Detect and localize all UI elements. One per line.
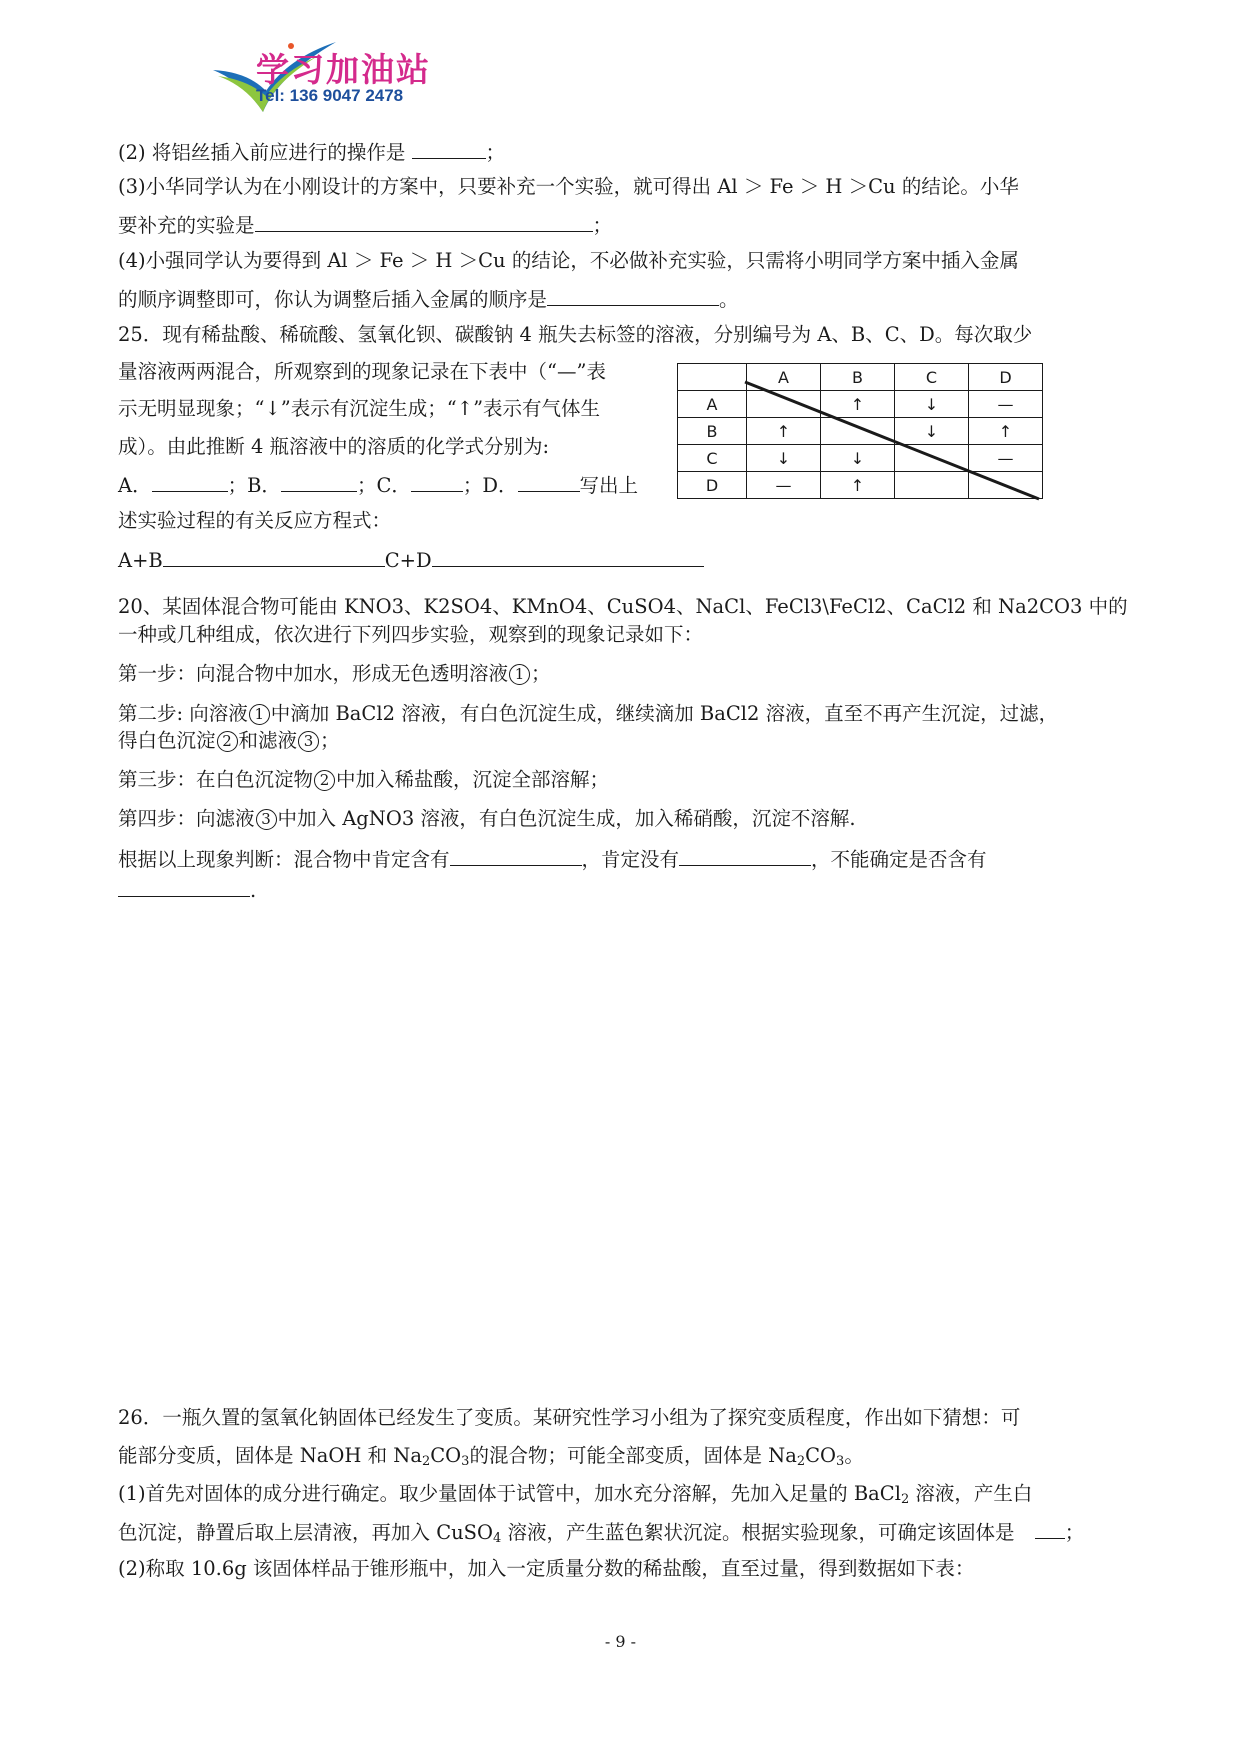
answer-blank-d[interactable]: [518, 471, 580, 492]
row-header: D: [678, 472, 747, 499]
q20-step2-cont: 得白色沉淀 2 和滤液 3 ；: [118, 729, 340, 752]
row-header: C: [678, 445, 747, 472]
answer-blank-absent[interactable]: [679, 845, 811, 866]
row-header: B: [678, 418, 747, 445]
q-prev-p3a: (3)小华同学认为在小刚设计的方案中，只要补充一个实验，就可得出 Al ＞ Fe ＞ H ＞Cu 的结论。小华: [118, 175, 1019, 198]
q-prev-p2: (2) 将铝丝插入前应进行的操作是 ；: [118, 138, 505, 166]
q25-line1: 25．现有稀盐酸、稀硫酸、氢氧化钡、碳酸钠 4 瓶失去标签的溶液，分别编号为 A、B、C、D。每次取少: [118, 323, 1033, 346]
circled-number: 3: [298, 731, 319, 752]
table-cell: ↑: [821, 472, 895, 499]
page-number: - 9 -: [604, 1632, 637, 1651]
answer-blank-eq1[interactable]: [163, 546, 385, 567]
answer-blank[interactable]: [547, 285, 719, 306]
q25-line6: 述实验过程的有关反应方程式：: [118, 509, 392, 532]
answer-blank-b[interactable]: [281, 471, 357, 492]
table-cell: ↓: [895, 391, 969, 418]
circled-number: 2: [217, 731, 238, 752]
q26-line2: 能部分变质，固体是 NaOH 和 $Na_2CO_3$的混合物；可能全部变质，固体是 $Na_2CO_3$。: [118, 1444, 864, 1469]
answer-blank-a[interactable]: [152, 471, 228, 492]
answer-blank-eq2[interactable]: [432, 546, 704, 567]
table-header: D: [969, 364, 1043, 391]
q20-step3: 第三步：在白色沉淀物 2 中加入稀盐酸，沉淀全部溶解；: [118, 768, 610, 791]
q25-line5: A． ；B． ；C． ；D． 写出上: [118, 471, 638, 499]
answer-blank-uncertain[interactable]: [118, 876, 250, 897]
circled-number: 1: [509, 664, 530, 685]
circled-number: 3: [256, 809, 277, 830]
q26-line4: 色沉淀，静置后取上层清液，再加入 CuSO$_4$ 溶液，产生蓝色絮状沉淀。根据实验现象，可确定该固体是 ；: [118, 1518, 1084, 1552]
table-cell: —: [969, 391, 1043, 418]
table-cell: ↓: [747, 445, 821, 472]
table-cell: ↓: [895, 418, 969, 445]
table-cell: ↑: [747, 418, 821, 445]
q26-line1: 26．一瓶久置的氢氧化钠固体已经发生了变质。某研究性学习小组为了探究变质程度，作出如下猜想：可: [118, 1406, 1021, 1429]
table-cell: —: [747, 472, 821, 499]
answer-blank[interactable]: [412, 138, 486, 159]
q25-equations: A+B C+D: [118, 546, 704, 574]
logo-text: 学习加油站: [256, 50, 431, 89]
table-header: A: [747, 364, 821, 391]
q26-line5: (2)称取 10.6g 该固体样品于锥形瓶中，加入一定质量分数的稀盐酸，直至过量，得到数据如下表：: [118, 1557, 975, 1580]
table-header: C: [895, 364, 969, 391]
q25-line3: 示无明显现象；“↓”表示有沉淀生成；“↑”表示有气体生: [118, 397, 601, 420]
table-cell: ↑: [969, 418, 1043, 445]
q-prev-p3b: 要补充的实验是 ；: [118, 211, 612, 239]
circled-number: 2: [314, 770, 335, 791]
logo-tel: Tel: 136 9047 2478: [256, 86, 404, 105]
q-prev-p4a: (4)小强同学认为要得到 Al ＞ Fe ＞ H ＞Cu 的结论，不必做补充实验，只需将小明同学方案中插入金属: [118, 249, 1019, 272]
table-cell: ↓: [821, 445, 895, 472]
q26-line3: (1)首先对固体的成分进行确定。取少量固体于试管中，加水充分溶解，先加入足量的 BaCl$_2$ 溶液，产生白: [118, 1482, 1033, 1507]
q20-conclusion-cont: .: [118, 876, 256, 904]
q-prev-p4b: 的顺序调整即可，你认为调整后插入金属的顺序是 。: [118, 285, 739, 313]
answer-blank[interactable]: [1035, 1518, 1065, 1539]
circled-number: 1: [249, 704, 270, 725]
q20-step2: 第二步: 向溶液 1 中滴加 BaCl2 溶液，有白色沉淀生成，继续滴加 BaCl2 溶液，直至不再产生沉淀，过滤，: [118, 702, 1059, 725]
table-cell: ↑: [821, 391, 895, 418]
q20-line2: 一种或几种组成，依次进行下列四步实验，观察到的现象记录如下：: [118, 623, 704, 646]
table-header: B: [821, 364, 895, 391]
q20-step1: 第一步：向混合物中加水，形成无色透明溶液 1 ；: [118, 662, 551, 685]
answer-blank-c[interactable]: [411, 471, 463, 492]
q20-line1: 20、某固体混合物可能由 KNO3、K2SO4、KMnO4、CuSO4、NaCl、FeCl3\FeCl2、CaCl2 和 Na2CO3 中的: [118, 595, 1128, 618]
row-header: A: [678, 391, 747, 418]
answer-blank[interactable]: [255, 211, 593, 232]
diagonal-line: [677, 363, 1047, 505]
q25-line4: 成）。由此推断 4 瓶溶液中的溶质的化学式分别为:: [118, 435, 550, 458]
answer-blank-contains[interactable]: [450, 845, 582, 866]
q20-step4: 第四步：向滤液 3 中加入 AgNO3 溶液，有白色沉淀生成，加入稀硝酸，沉淀不溶解.: [118, 807, 856, 830]
q20-conclusion: 根据以上现象判断：混合物中肯定含有 ，肯定没有 ，不能确定是否含有: [118, 845, 987, 873]
q25-line2: 量溶液两两混合，所观察到的现象记录在下表中（“—”表: [118, 360, 606, 383]
table-cell: —: [969, 445, 1043, 472]
